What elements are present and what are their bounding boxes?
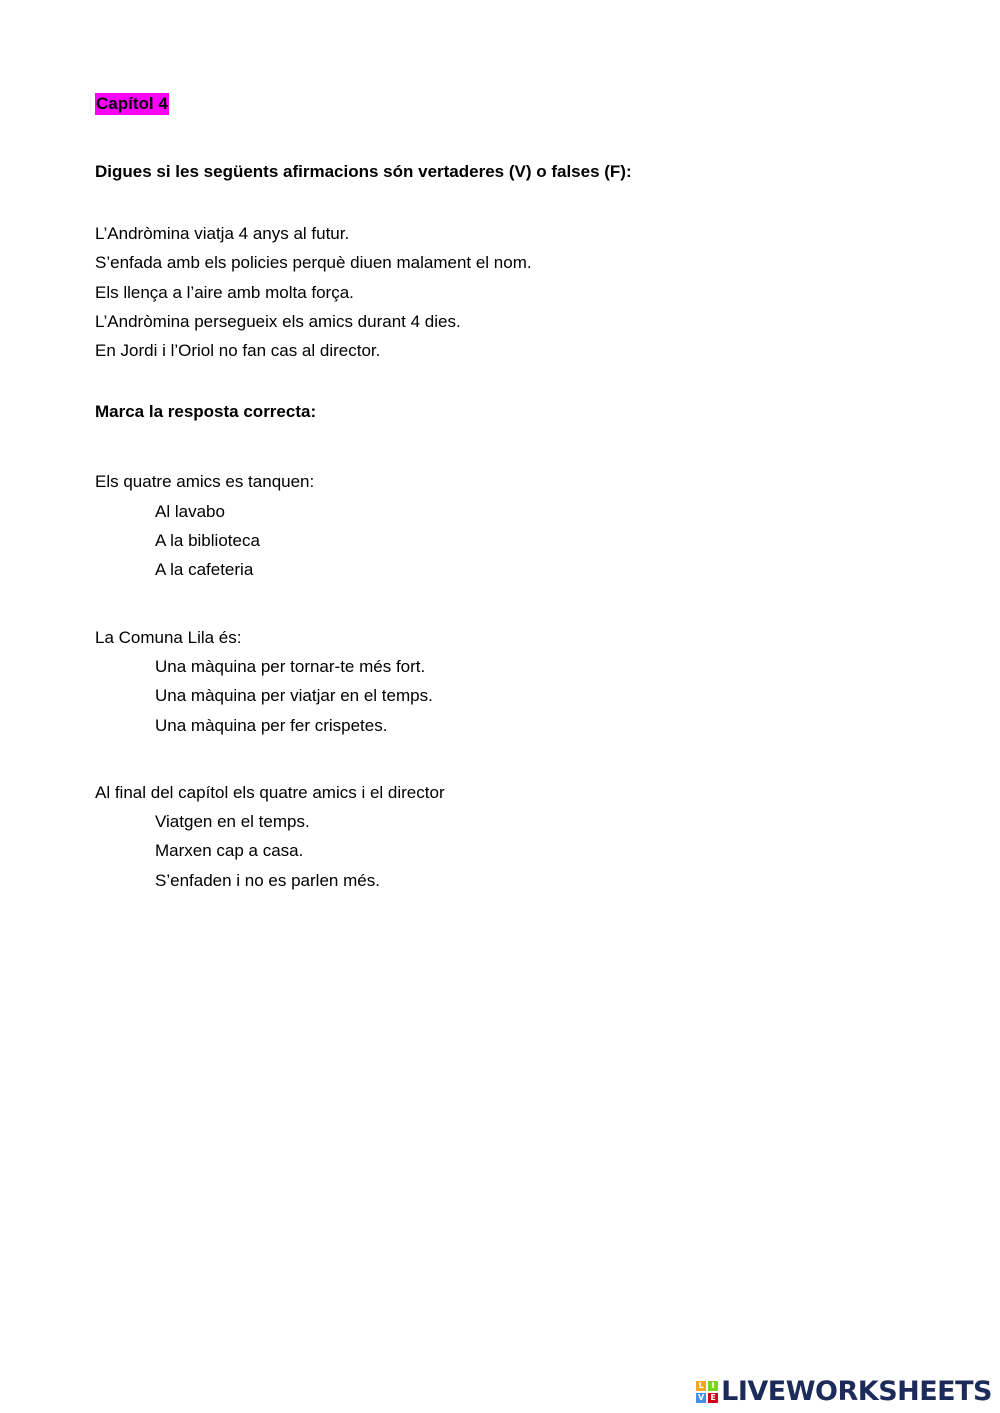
question-2-option-3[interactable]: Una màquina per fer crispetes. — [155, 715, 388, 735]
question-block-1 — [95, 467, 955, 584]
question-block-2 — [95, 623, 955, 740]
question-3-option-2[interactable]: Marxen cap a casa. — [155, 841, 304, 861]
question-3: Al final del capítol els quatre amics i el director — [95, 782, 445, 802]
true-false-list — [95, 219, 955, 365]
question-1-option-2[interactable]: A la biblioteca — [155, 531, 260, 551]
question-1-option-1[interactable]: Al lavabo — [155, 501, 225, 521]
statement-5: En Jordi i l’Oriol no fan cas al director. — [95, 341, 381, 361]
question-1-option-3[interactable]: A la cafeteria — [155, 560, 254, 580]
chapter-title: Capítol 4 — [96, 94, 168, 113]
question-2: La Comuna Lila és: — [95, 627, 242, 647]
true-false-heading: Digues si les següents afirmacions són vertaderes (V) o falses (F): — [95, 162, 632, 181]
multiple-choice-heading: Marca la resposta correcta: — [95, 402, 317, 422]
statement-4: L’Andròmina persegueix els amics durant 4 dies. — [95, 311, 461, 331]
logo-tile-e: E — [708, 1393, 718, 1403]
liveworksheets-logo — [696, 1376, 992, 1407]
logo-text: LIVEWORKSHEETS — [721, 1376, 992, 1407]
question-1: Els quatre amics es tanquen: — [95, 472, 315, 492]
question-block-3 — [95, 778, 955, 895]
question-3-option-1[interactable]: Viatgen en el temps. — [155, 812, 310, 832]
statement-3: Els llença a l’aire amb molta força. — [95, 282, 354, 302]
statement-2: S’enfada amb els policies perquè diuen malament el nom. — [95, 253, 532, 273]
worksheet-page — [95, 93, 955, 895]
logo-tiles-icon — [696, 1381, 718, 1403]
question-2-option-2[interactable]: Una màquina per viatjar en el temps. — [155, 686, 433, 706]
logo-tile-l: L — [696, 1381, 706, 1391]
statement-1: L’Andròmina viatja 4 anys al futur. — [95, 224, 350, 243]
logo-tile-i: I — [708, 1381, 718, 1391]
question-3-option-3[interactable]: S’enfaden i no es parlen més. — [155, 870, 380, 890]
logo-tile-v: V — [698, 1393, 705, 1402]
question-2-option-1[interactable]: Una màquina per tornar-te més fort. — [155, 656, 426, 676]
